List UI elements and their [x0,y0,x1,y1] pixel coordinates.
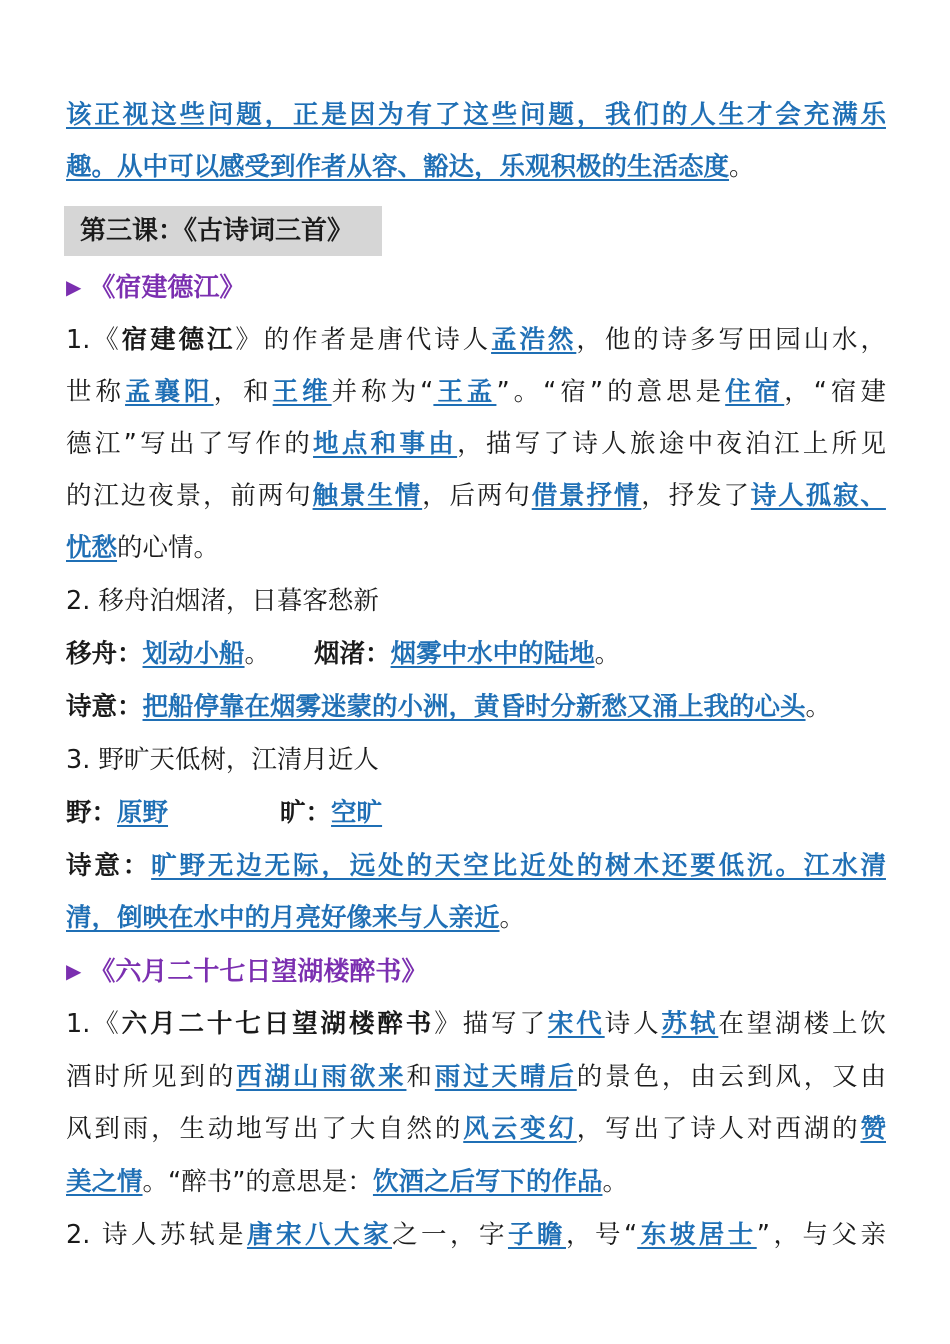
answer-text: 把船停靠在烟雾迷蒙的小洲，黄昏时分新愁又涌上我的心头 [142,692,806,722]
poem1-q3-terms [66,796,886,830]
text-segment: 2. 诗人苏轼是 [66,1220,247,1250]
poem1-q1-line-5 [66,531,886,565]
text-segment: ，和 [213,377,273,407]
text-segment: 》的作者是唐代诗人 [235,325,492,355]
answer-text: 赞 [860,1114,886,1144]
answer-text: 趣。从中可以感受到作者从容、豁达，乐观积极的生活态度 [66,152,730,182]
text-segment: 六月二十七日望湖楼醉书 [121,1009,435,1039]
answer-text: 宋代 [547,1009,605,1039]
text-segment: 德江”写出了写作的 [66,429,314,459]
poem2-q1-line-2 [66,1060,886,1094]
text-segment: ，他的诗多写田园山水， [576,325,886,355]
text-segment: 《六月二十七日望湖楼醉书》 [89,957,428,987]
poem1-q2-meaning [66,690,886,724]
answer-text: 借景抒情 [531,481,642,511]
poem2-q2-line-1 [66,1218,886,1252]
poem2-q1-line-1 [66,1007,886,1041]
intro-line-2 [66,150,886,184]
text-segment: ，后两句 [422,481,532,511]
answer-text: 王孟 [433,377,497,407]
answer-text: 唐宋八大家 [246,1220,392,1250]
poem1-q1-line-4 [66,479,886,513]
answer-text: 子瞻 [507,1220,566,1250]
poem1-q3-meaning-1 [66,849,886,883]
text-segment: 1.《 [66,325,122,355]
text-segment: ，描写了诗人旅途中夜泊江上所见 [457,429,886,459]
text-segment: 移舟： [66,639,143,669]
text-segment: 。 [594,639,621,669]
text-segment: 酒时所见到的 [66,1062,237,1092]
answer-text: 东坡居士 [637,1220,757,1250]
text-segment: 野： [66,798,118,828]
poem1-heading [66,270,245,305]
text-segment: 的心情。 [117,533,220,563]
text-segment: 《宿建德江》 [89,273,246,303]
answer-text: 饮酒之后写下的作品 [372,1167,603,1197]
poem1-q2-verse: 2. 移舟泊烟渚，日暮客愁新 [66,586,379,616]
answer-text: 清，倒映在水中的月亮好像来与人亲近 [66,903,500,933]
answer-text: 风云变幻 [463,1114,577,1144]
text-segment: 。 [805,692,832,722]
text-segment: 诗意： [66,851,152,881]
text-segment: 诗意： [66,692,143,722]
intro-line-1 [66,98,886,132]
answer-text: 该正视这些问题，正是因为有了这些问题，我们的人生才会充满乐 [66,100,886,130]
text-segment: 和 [406,1062,435,1092]
answer-text: 空旷 [331,798,383,828]
text-segment: 》描写了 [434,1009,548,1039]
poem1-q3-verse: 3. 野旷天低树，江清月近人 [66,745,379,775]
poem1-q1-line-1 [66,323,886,357]
answer-text: 雨过天晴后 [434,1062,577,1092]
answer-text: 原野 [117,798,169,828]
text-segment: ，抒发了 [641,481,751,511]
poem1-q3-meaning-2 [66,901,886,935]
answer-text: 地点和事由 [313,429,458,459]
text-segment: ”。“宿”的意思是 [496,377,726,407]
text-segment: 在望湖楼上饮 [718,1009,886,1039]
text-segment: 。 [729,152,755,182]
text-segment: ，写出了诗人对西湖的 [576,1114,861,1144]
answer-text: 触景生情 [312,481,423,511]
answer-text: 烟雾中水中的陆地 [390,639,595,669]
text-segment: 世称 [66,377,126,407]
text-segment: 旷： [280,798,332,828]
answer-text: 住宿 [725,377,785,407]
triangle-bullet-icon: ▶ [66,275,82,299]
text-segment: 之一，字 [391,1220,508,1250]
poem2-heading [66,954,427,989]
text-segment: ”，与父亲 [756,1220,886,1250]
text-segment: 诗人 [604,1009,662,1039]
answer-text: 王维 [272,377,332,407]
answer-text: 诗人孤寂、 [750,481,886,511]
text-segment: 烟渚： [314,639,391,669]
section-title: 第三课：《古诗词三首》 [80,216,354,246]
answer-text: 美之情 [66,1167,143,1197]
text-segment: 。 [244,639,271,669]
text-segment: ，号“ [566,1220,638,1250]
poem1-q1-line-3 [66,427,886,461]
poem2-q1-line-4 [66,1165,886,1199]
answer-text: 旷野无边无际，远处的天空比近处的树木还要低沉。江水清 [151,851,886,881]
answer-text: 忧愁 [66,533,118,563]
text-segment: 的江边夜景，前两句 [66,481,313,511]
answer-text: 西湖山雨欲来 [236,1062,407,1092]
text-segment: ，“宿建 [784,377,886,407]
answer-text: 孟浩然 [491,325,577,355]
text-segment: 并称为“ [331,377,434,407]
text-segment: 。 [499,903,526,933]
text-segment: 。 [602,1167,628,1197]
poem1-q2-terms [66,637,886,671]
poem2-q1-line-3 [66,1112,886,1146]
triangle-bullet-icon: ▶ [66,959,82,983]
poem1-q1-line-2 [66,375,886,409]
answer-text: 苏轼 [661,1009,719,1039]
text-segment: 宿建德江 [121,325,236,355]
answer-text: 孟襄阳 [125,377,214,407]
text-segment: 。“醉书”的意思是： [142,1167,373,1197]
text-segment: 的景色，由云到风，又由 [576,1062,886,1092]
text-segment: 1.《 [66,1009,122,1039]
text-segment: 风到雨，生动地写出了大自然的 [66,1114,464,1144]
answer-text: 划动小船 [142,639,245,669]
